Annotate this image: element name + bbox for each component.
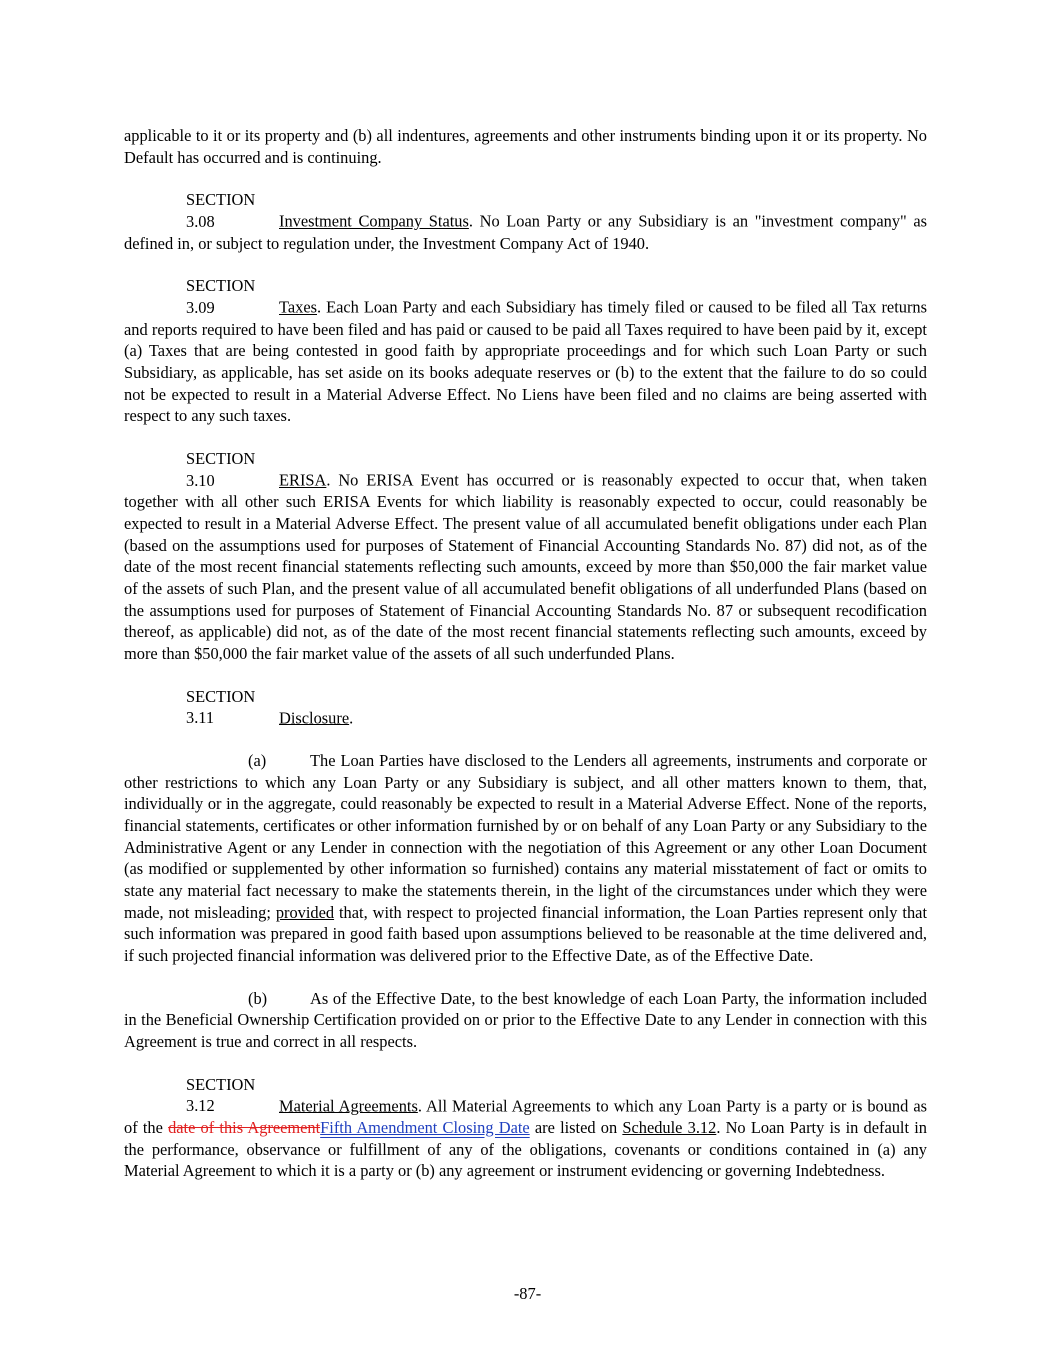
schedule-reference: Schedule 3.12 xyxy=(622,1118,717,1137)
page-number: -87- xyxy=(513,1284,542,1303)
section-3-11 xyxy=(124,686,927,729)
section-title: Investment Company Status xyxy=(279,211,469,231)
section-3-10 xyxy=(124,448,927,665)
document-body xyxy=(124,125,927,1203)
section-text: Each Loan Party and each Subsidiary has timely filed or caused to be filed all Tax returns and reports required to have been filed and has paid or caused to be paid all Taxes required to have been paid by it, except (a) Taxes that are being contested in good faith by appropriate proceedings and for which such Loan Party or such Subsidiary, as applicable, has set aside on its books adequate reserves or (b) to the extent that the failure to do so could not be expected to result in a Material Adverse Effect. No Liens have been filed and no claims are being asserted with respect to any such taxes. xyxy=(124,297,927,426)
section-text: No Loan Party or any Subsidiary is an "investment company" as defined in, or subject to regulation under, the Investment Company Act of 1940. xyxy=(124,211,927,253)
paragraph-letter: (a) xyxy=(248,750,267,770)
title-punctuation: . xyxy=(468,211,480,231)
section-3-08 xyxy=(124,189,927,254)
provided-term: provided xyxy=(275,902,335,922)
section-title: Taxes xyxy=(279,297,317,317)
title-punctuation: . xyxy=(326,470,339,490)
section-number: SECTION 3.09 xyxy=(186,276,256,317)
section-number: SECTION 3.08 xyxy=(186,190,256,231)
deleted-text: date of this Agreement xyxy=(168,1118,321,1137)
section-3-12 xyxy=(124,1074,927,1183)
section-number: SECTION 3.12 xyxy=(186,1074,256,1116)
title-punctuation: . xyxy=(317,297,327,317)
section-title: Material Agreements xyxy=(279,1096,418,1116)
paragraph-text: The Loan Parties have disclosed to the Lenders all agreements, instruments and corporate or other restrictions to which any Loan Party or any Subsidiary is subject, and all other matters known to them, that, individually or in the aggregate, could reasonably be expected to result in a Material Adverse Effect. None of the reports, financial statements, certificates or other information furnished by or on behalf of any Loan Party or any Subsidiary to the Administrative Agent or any Lender in connection with the negotiation of this Agreement or any other Loan Document (as modified or supplemented by other information so furnished) contains any material misstatement of fact or omits to state any material fact necessary to make the statements therein, in the light of the circumstances under which they were made, not misleading; xyxy=(124,750,927,922)
section-text-mid: are listed on xyxy=(529,1118,623,1137)
section-text: . All Material Agreements to which any Loan Party is a party or is bound as of the xyxy=(124,1096,928,1137)
section-title: Disclosure xyxy=(279,708,350,728)
section-title: ERISA xyxy=(279,470,327,490)
intro-paragraph xyxy=(124,125,927,168)
section-3-11-a xyxy=(124,750,927,967)
paragraph-text-continued: that, with respect to projected financial information, the Loan Parties represent only that such information was prepared in good faith based upon assumptions believed to be reasonable at the time delivered and, if such projected financial information was delivered prior to the Effective Date, as of the Effective Date. xyxy=(124,902,928,966)
section-number: SECTION 3.10 xyxy=(186,448,256,490)
section-3-11-b xyxy=(124,988,927,1053)
intro-text: applicable to it or its property and (b) all indentures, agreements and other instruments binding upon it or its property. No Default has occurred and is continuing. xyxy=(124,126,927,167)
section-number: SECTION 3.11 xyxy=(186,686,256,728)
section-3-09 xyxy=(124,275,927,427)
section-text: No ERISA Event has occurred or is reasonably expected to occur that, when taken together with all other such ERISA Events for which liability is reasonably expected to occur, could reasonably be expected to result in a Material Adverse Effect. The present value of all accumulated benefit obligations under each Plan (based on the assumptions used for purposes of Statement of Financial Accounting Standards No. 87) did not, as of the date of the most recent financial statements reflecting such amounts, exceed by more than $50,000 the fair market value of the assets of such Plan, and the present value of all accumulated benefit obligations of all underfunded Plans (based on the assumptions used for purposes of Statement of Financial Accounting Standards No. 87 or subsequent recodification thereof, as applicable) did not, as of the date of the most recent financial statements reflecting such amounts, exceed by more than $50,000 the fair market value of the assets of all such underfunded Plans. xyxy=(124,470,927,664)
section-text-continued: . No Loan Party is in default in the performance, observance or fulfillment of any of the obligations, covenants or conditions contained in (a) any Material Agreement to which it is a party or (b) any agreement or instrument evidencing or governing Indebtedness. xyxy=(124,1118,927,1181)
inserted-text: Fifth Amendment Closing Date xyxy=(320,1118,530,1137)
paragraph-letter: (b) xyxy=(248,988,268,1008)
title-punctuation: . xyxy=(349,708,354,728)
paragraph-text: As of the Effective Date, to the best knowledge of each Loan Party, the information included in the Beneficial Ownership Certification provided on or prior to the Effective Date to any Lender in connection with this Agreement is true and correct in all respects. xyxy=(124,988,927,1052)
